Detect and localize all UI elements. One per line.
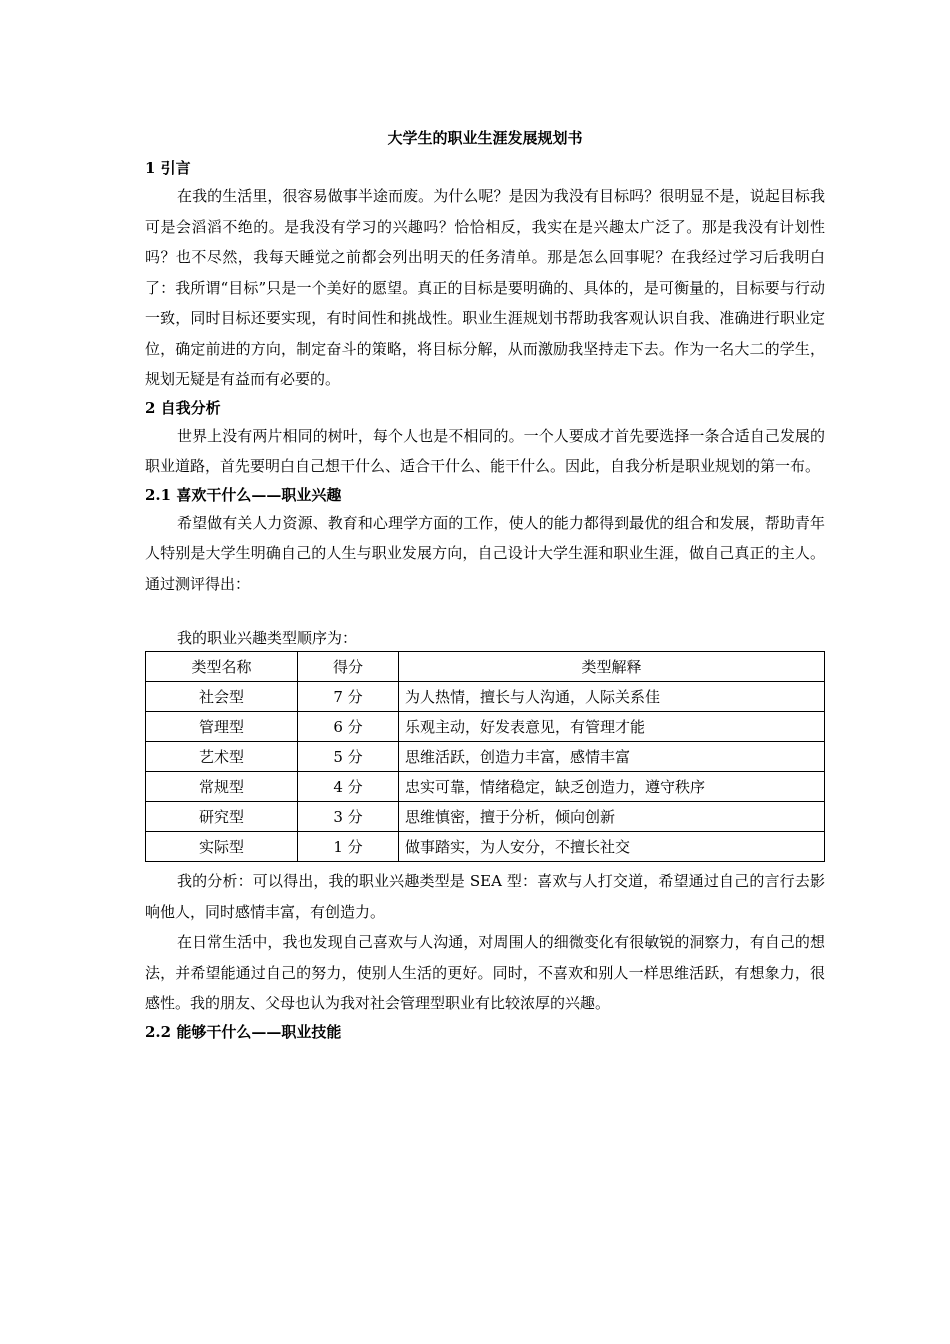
table-cell-score: 7 分 [298,682,399,712]
section-heading-intro: 1 引言 [145,159,191,177]
table-cell-desc: 为人热情，擅长与人沟通，人际关系佳 [399,682,825,712]
table-cell-desc: 做事踏实，为人安分，不擅长社交 [399,832,825,862]
section-heading-self-analysis: 2 自我分析 [145,398,221,417]
table-cell-score: 1 分 [298,832,399,862]
interest-table [145,651,825,862]
table-header-type: 类型名称 [146,652,298,682]
table-cell-desc: 思维活跃，创造力丰富，感情丰富 [399,742,825,772]
paragraph: 希望做有关人力资源、教育和心理学方面的工作，使人的能力都得到最优的组合和发展，帮助青年人特别是大学生明确自己的人生与职业发展方向，自己设计大学生涯和职业生涯，做自己真正的主人。通过测评得出： [145,513,825,593]
table-row [146,712,825,742]
table-cell-type: 管理型 [146,712,298,742]
table-cell-score: 3 分 [298,802,399,832]
paragraph: 在日常生活中，我也发现自己喜欢与人沟通，对周围人的细微变化有很敏锐的洞察力，有自己的想法，并希望能通过自己的努力，使别人生活的更好。同时，不喜欢和别人一样思维活跃，有想象力，很感性。我的朋友、父母也认为我对社会管理型职业有比较浓厚的兴趣。 [145,933,825,1012]
table-cell-desc: 忠实可靠，情绪稳定，缺乏创造力，遵守秩序 [399,772,825,802]
table-row [146,682,825,712]
table-header-row [146,652,825,682]
paragraph: 世界上没有两片相同的树叶，每个人也是不相同的。一个人要成才首先要选择一条合适自己发展的职业道路，首先要明白自己想干什么、适合干什么、能干什么。因此，自我分析是职业规划的第一布。 [145,426,825,475]
table-row [146,832,825,862]
table-cell-type: 常规型 [146,772,298,802]
table-cell-score: 5 分 [298,742,399,772]
table-cell-type: 实际型 [146,832,298,862]
table-cell-type: 艺术型 [146,742,298,772]
table-row [146,742,825,772]
table-row [146,772,825,802]
table-cell-score: 6 分 [298,712,399,742]
table-header-score: 得分 [298,652,399,682]
table-row [146,802,825,832]
section-heading-interest: 2.1 喜欢干什么——职业兴趣 [145,485,342,504]
document-page [145,127,825,1045]
table-cell-score: 4 分 [298,772,399,802]
table-cell-desc: 思维慎密，擅于分析，倾向创新 [399,802,825,832]
table-header-desc: 类型解释 [399,652,825,682]
blank-line [145,599,825,625]
table-cell-desc: 乐观主动，好发表意见，有管理才能 [399,712,825,742]
table-cell-type: 研究型 [146,802,298,832]
paragraph: 在我的生活里，很容易做事半途而废。为什么呢？是因为我没有目标吗？很明显不是，说起目标我可是会滔滔不绝的。是我没有学习的兴趣吗？恰恰相反，我实在是兴趣太广泛了。那是我没有计划性吗？也不尽然，我每天睡觉之前都会列出明天的任务清单。那是怎么回事呢？在我经过学习后我明白了：我所谓“目标”只是一个美好的愿望。真正的目标是要明确的、具体的，是可衡量的，目标要与行动一致，同时目标还要实现，有时间性和挑战性。职业生涯规划书帮助我客观认识自我、准确进行职业定位，确定前进的方向，制定奋斗的策略，将目标分解，从而激励我坚持走下去。作为一名大二的学生，规划无疑是有益而有必要的。 [145,187,825,388]
section-heading-skills: 2.2 能够干什么——职业技能 [145,1022,342,1041]
document-title: 大学生的职业生涯发展规划书 [387,129,583,147]
paragraph: 我的分析：可以得出，我的职业兴趣类型是 SEA 型：喜欢与人打交道，希望通过自己的言行去影响他人，同时感情丰富，有创造力。 [145,872,825,921]
table-cell-type: 社会型 [146,682,298,712]
table-caption: 我的职业兴趣类型顺序为： [177,629,358,647]
